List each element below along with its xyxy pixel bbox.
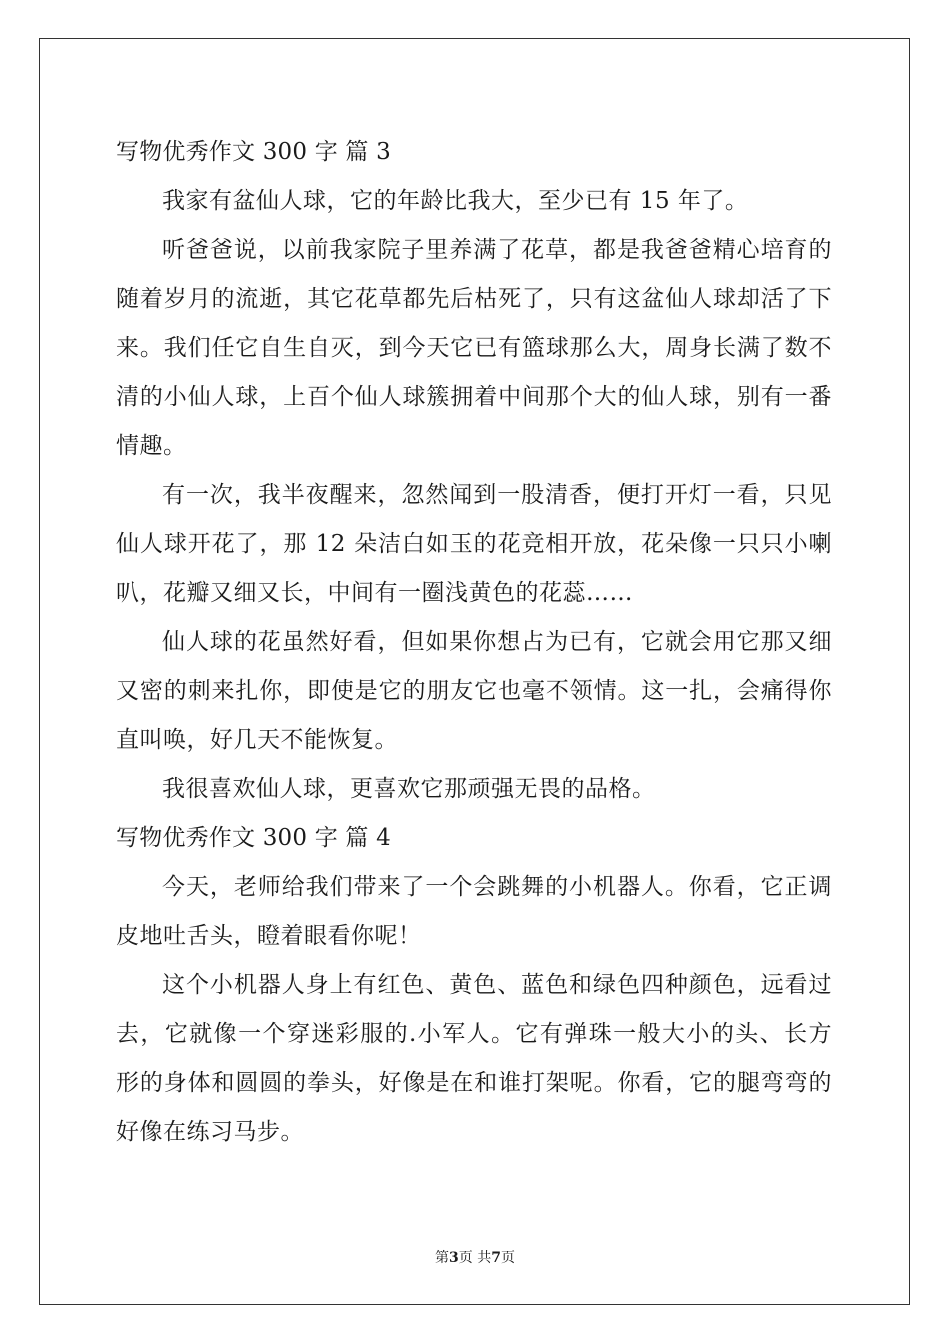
paragraph-line: 情趣。 xyxy=(116,433,187,459)
paragraph-line: 来。我们任它自生自灭，到今天它已有篮球那么大，周身长满了数不 xyxy=(116,335,832,361)
paragraph xyxy=(116,863,832,961)
section-heading: 写物优秀作文 300 字 篇 3 xyxy=(116,139,391,165)
paragraph-line: 形的身体和圆圆的拳头，好像是在和谁打架呢。你看，它的腿弯弯的 xyxy=(116,1070,832,1096)
paragraph-line: 直叫唤，好几天不能恢复。 xyxy=(116,727,398,753)
paragraph-line: 听爸爸说，以前我家院子里养满了花草，都是我爸爸精心培育的 xyxy=(162,237,832,263)
paragraph xyxy=(116,618,832,765)
paragraph-line: 皮地吐舌头，瞪着眼看你呢！ xyxy=(116,923,422,949)
paragraph xyxy=(116,226,832,471)
page-mid-text: 页 共 xyxy=(458,1250,492,1266)
paragraph-line: 有一次，我半夜醒来，忽然闻到一股清香，便打开灯一看，只见 xyxy=(162,482,832,508)
paragraph-line: 我很喜欢仙人球，更喜欢它那顽强无畏的品格。 xyxy=(162,776,656,802)
document-body xyxy=(116,128,832,1157)
section-heading: 写物优秀作文 300 字 篇 4 xyxy=(116,825,391,851)
page-number-footer xyxy=(0,1247,950,1267)
paragraph-line: 去，它就像一个穿迷彩服的.小军人。它有弹珠一般大小的头、长方 xyxy=(116,1021,832,1047)
paragraph xyxy=(116,765,832,814)
paragraph-line: 清的小仙人球，上百个仙人球簇拥着中间那个大的仙人球，别有一番 xyxy=(116,384,832,410)
paragraph-line: 随着岁月的流逝，其它花草都先后枯死了，只有这盆仙人球却活了下 xyxy=(116,286,832,312)
paragraph-line: 好像在练习马步。 xyxy=(116,1119,304,1145)
total-page-count: 7 xyxy=(491,1250,501,1266)
paragraph-line: 这个小机器人身上有红色、黄色、蓝色和绿色四种颜色，远看过 xyxy=(162,972,832,998)
paragraph xyxy=(116,177,832,226)
paragraph-line: 叭，花瓣又细又长，中间有一圈浅黄色的花蕊…… xyxy=(116,580,633,606)
paragraph xyxy=(116,471,832,618)
paragraph-line: 仙人球的花虽然好看，但如果你想占为已有，它就会用它那又细 xyxy=(162,629,832,655)
paragraph xyxy=(116,961,832,1157)
page-suffix: 页 xyxy=(500,1250,515,1266)
paragraph-line: 我家有盆仙人球，它的年龄比我大，至少已有 15 年了。 xyxy=(162,188,749,214)
paragraph-line: 仙人球开花了，那 12 朵洁白如玉的花竞相开放，花朵像一只只小喇 xyxy=(116,531,832,557)
page-prefix: 第 xyxy=(435,1250,450,1266)
current-page-number: 3 xyxy=(449,1250,459,1266)
paragraph-line: 今天，老师给我们带来了一个会跳舞的小机器人。你看，它正调 xyxy=(162,874,832,900)
paragraph-line: 又密的刺来扎你，即使是它的朋友它也毫不领情。这一扎，会痛得你 xyxy=(116,678,832,704)
